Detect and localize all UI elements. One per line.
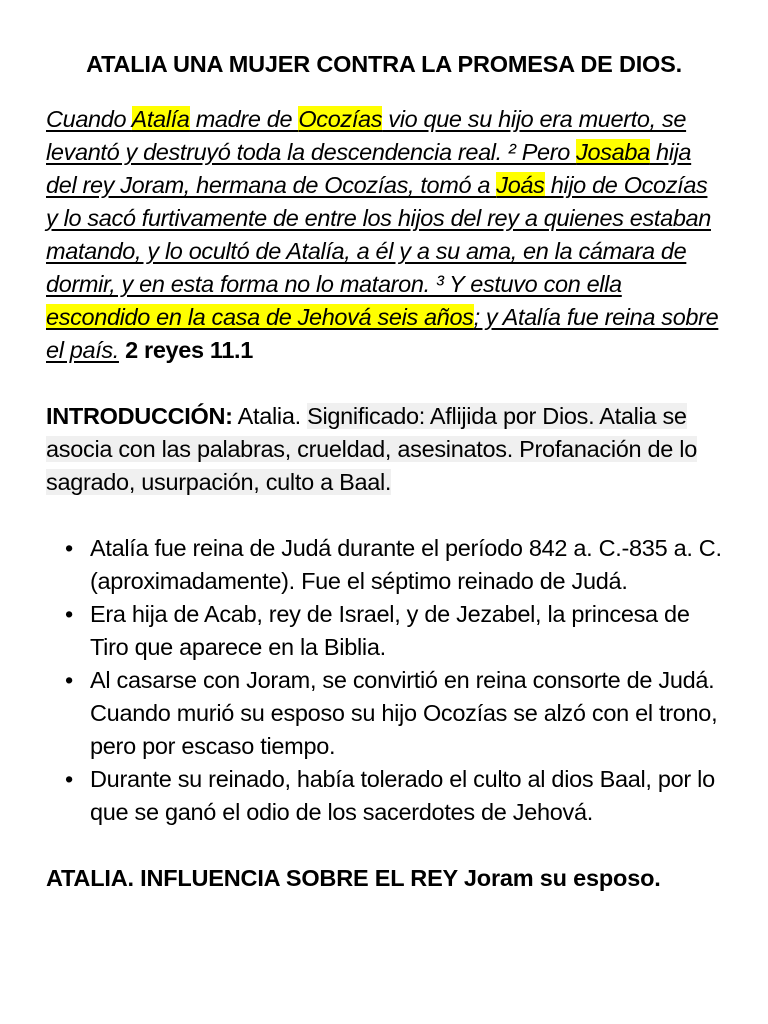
scripture-reference: 2 reyes 11.1	[118, 337, 253, 363]
list-item-text: Era hija de Acab, rey de Israel, y de Jezabel, la princesa de Tiro que aparece en la Biblia.	[90, 601, 690, 660]
highlight-hidden-six-years: escondido en la casa de Jehová seis años	[46, 304, 474, 330]
bullet-icon: •	[65, 667, 73, 693]
document-title: ATALIA UNA MUJER CONTRA LA PROMESA DE DIOS.	[86, 51, 682, 77]
verse-text-4: hija del rey Joram, hermana de Ocozías, tomó a	[46, 139, 692, 198]
list-item-text: Al casarse con Joram, se convirtió en reina consorte de Judá. Cuando murió su esposo su hijo Ocozías se alzó con el trono, pero por escaso tiempo.	[90, 667, 718, 759]
list-item-text: Durante su reinado, había tolerado el culto al dios Baal, por lo que se ganó el odio de los sacerdotes de Jehová.	[90, 766, 715, 825]
section-heading: ATALIA. INFLUENCIA SOBRE EL REY Joram su esposo.	[46, 865, 661, 891]
highlight-ocozias: Ocozías	[298, 106, 383, 132]
list-item	[65, 664, 722, 763]
facts-list	[46, 532, 722, 829]
list-item	[65, 763, 722, 829]
bullet-icon: •	[65, 535, 73, 561]
verse-text-6: ; y Atalía fue reina sobre el país.	[46, 304, 719, 363]
verse-text-2: madre de	[189, 106, 299, 132]
list-item	[65, 532, 722, 598]
introduction-paragraph	[46, 400, 722, 499]
verse-text-3: vio que su hijo era muerto, se levantó y destruyó toda la descendencia real. ² Pero	[46, 106, 687, 165]
scripture-quote	[46, 103, 722, 367]
introduction-text: Significado: Aflijida por Dios. Atalia se asocia con las palabras, crueldad, asesinatos. Profanación de lo sagrado, usurpación, culto a Baal.	[46, 403, 697, 495]
list-item-text: Atalía fue reina de Judá durante el período 842 a. C.-835 a. C. (aproximadamente). Fue el séptimo reinado de Judá.	[90, 535, 722, 594]
highlight-joas: Joás	[496, 172, 545, 198]
bullet-icon: •	[65, 766, 73, 792]
highlight-josaba: Josaba	[576, 139, 650, 165]
introduction-lead: Atalia.	[232, 403, 308, 429]
introduction-label: INTRODUCCIÓN:	[46, 403, 233, 429]
bullet-icon: •	[65, 601, 73, 627]
highlight-atalia: Atalía	[131, 106, 190, 132]
verse-text-5: hijo de Ocozías y lo sacó furtivamente de entre los hijos del rey a quienes estaban matando, y lo ocultó de Atalía, a él y a su ama, en la cámara de dormir, y en esta forma no lo mataron. ³ Y estuvo con ella	[46, 172, 711, 297]
list-item	[65, 598, 722, 664]
verse-text-1: Cuando	[46, 106, 132, 132]
